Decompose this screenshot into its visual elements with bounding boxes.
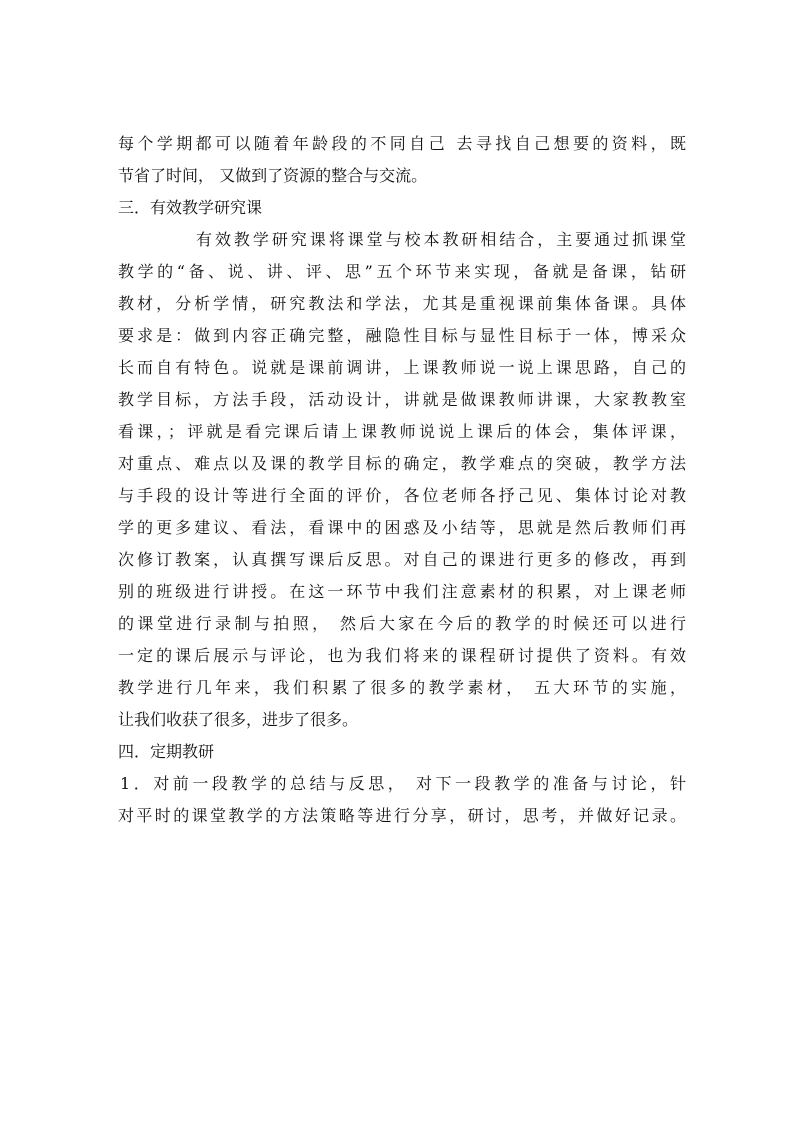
section-heading: 四．定期教研 bbox=[118, 742, 215, 761]
paragraph-line: 的课堂进行录制与拍照， 然后大家在今后的教学的时候还可以进行 bbox=[118, 614, 686, 633]
paragraph-line: 要求是：做到内容正确完整，融隐性目标与显性目标于一体，博采众 bbox=[118, 326, 686, 345]
paragraph-line: 看课，；评就是看完课后请上课教师说说上课后的体会，集体评课， bbox=[118, 422, 686, 441]
document-body bbox=[118, 128, 686, 832]
paragraph-line: 学的更多建议、看法，看课中的困惑及小结等，思就是然后教师们再 bbox=[118, 518, 686, 537]
paragraph-line: 别的班级进行讲授。在这一环节中我们注意素材的积累，对上课老师 bbox=[118, 582, 686, 601]
paragraph-line: 让我们收获了很多，进步了很多。 bbox=[118, 710, 359, 729]
paragraph-line: 次修订教案，认真撰写课后反思。对自己的课进行更多的修改，再到 bbox=[118, 550, 686, 569]
paragraph-line: 对重点、难点以及课的教学目标的确定，教学难点的突破，教学方法 bbox=[118, 454, 686, 473]
paragraph-line: 长而自有特色。说就是课前调讲，上课教师说一说上课思路，自己的 bbox=[118, 358, 686, 377]
paragraph-line: 教学的“备、说、讲、评、思”五个环节来实现，备就是备课，钻研 bbox=[118, 262, 686, 281]
paragraph-line: 每个学期都可以随着年龄段的不同自己 去寻找自己想要的资料，既 bbox=[118, 134, 686, 153]
list-item-line: 1．对前一段教学的总结与反思， 对下一段教学的准备与讨论，针 bbox=[120, 774, 686, 793]
section-heading: 三．有效教学研究课 bbox=[118, 198, 263, 217]
paragraph-line: 与手段的设计等进行全面的评价，各位老师各抒己见、集体讨论对教 bbox=[118, 486, 686, 505]
paragraph-line: 教学目标，方法手段，活动设计，讲就是做课教师讲课，大家教教室 bbox=[118, 390, 686, 409]
paragraph-line: 教学进行几年来，我们积累了很多的教学素材， 五大环节的实施， bbox=[118, 678, 686, 697]
paragraph-line: 教材，分析学情，研究教法和学法，尤其是重视课前集体备课。具体 bbox=[118, 294, 686, 313]
paragraph-line: 有效教学研究课将课堂与校本教研相结合，主要通过抓课堂 bbox=[196, 230, 686, 249]
paragraph-line: 节省了时间， 又做到了资源的整合与交流。 bbox=[118, 166, 428, 185]
list-item-line: 对平时的课堂教学的方法策略等进行分享，研讨，思考，并做好记录。 bbox=[118, 806, 686, 825]
paragraph-line: 一定的课后展示与评论，也为我们将来的课程研讨提供了资料。有效 bbox=[118, 646, 686, 665]
